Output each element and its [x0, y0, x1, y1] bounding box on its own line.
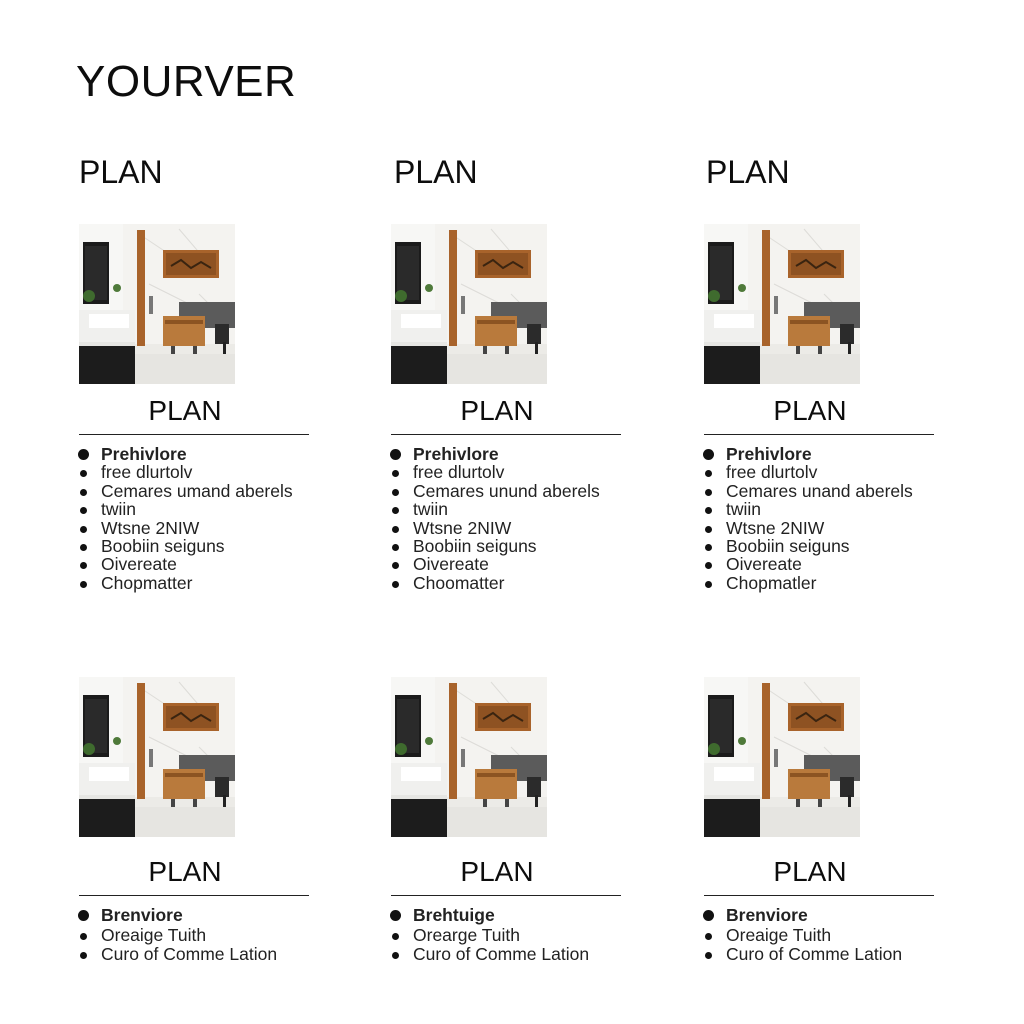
bullet-icon [392, 952, 399, 959]
feature-item: Curo of Comme Lation [79, 945, 311, 965]
bullet-icon [80, 933, 87, 940]
feature-item: Prehivlore [391, 445, 623, 463]
divider [391, 895, 621, 896]
bullet-icon [390, 449, 401, 460]
plan-card[interactable] [391, 677, 623, 965]
feature-item: twiin [79, 500, 311, 518]
feature-item: Cemares unand aberels [704, 482, 936, 500]
bullet-icon [392, 507, 399, 514]
feature-item: Cemares umand aberels [79, 482, 311, 500]
feature-list [79, 906, 311, 965]
feature-list [391, 445, 623, 592]
interior-photo [704, 224, 860, 384]
feature-item: Orearge Tuith [391, 926, 623, 946]
column-heading: PLAN [79, 154, 163, 190]
feature-item: Chopmatler [704, 574, 936, 592]
feature-list [391, 906, 623, 965]
bullet-icon [705, 544, 712, 551]
interior-photo [391, 677, 547, 837]
feature-item: twiin [391, 500, 623, 518]
bullet-icon [78, 449, 89, 460]
bullet-icon [392, 933, 399, 940]
feature-item: Prehivlore [704, 445, 936, 463]
feature-item: Prehivlore [79, 445, 311, 463]
plan-card[interactable] [704, 677, 936, 965]
feature-item: Oreaige Tuith [79, 926, 311, 946]
plan-label: PLAN [148, 856, 222, 887]
brand-title: YOURVER [76, 57, 297, 106]
plan-label: PLAN [460, 856, 534, 887]
column-heading: PLAN [706, 154, 790, 190]
plan-label: PLAN [148, 395, 222, 426]
plan-card[interactable] [704, 224, 936, 592]
bullet-icon [392, 562, 399, 569]
feature-item: Oivereate [704, 555, 936, 573]
bullet-icon [703, 910, 714, 921]
feature-list [704, 906, 936, 965]
feature-item: Wtsne 2NIW [391, 519, 623, 537]
bullet-icon [80, 544, 87, 551]
plan-thumbnail[interactable] [79, 224, 235, 384]
bullet-icon [80, 581, 87, 588]
feature-item: free dlurtolv [79, 463, 311, 481]
bullet-icon [80, 507, 87, 514]
plan-card[interactable] [79, 224, 311, 592]
plan-label: PLAN [773, 395, 847, 426]
plan-thumbnail[interactable] [391, 677, 547, 837]
feature-list [79, 445, 311, 592]
bullet-icon [705, 952, 712, 959]
bullet-icon [705, 933, 712, 940]
bullet-icon [705, 562, 712, 569]
bullet-icon [392, 526, 399, 533]
feature-item: Brenviore [79, 906, 311, 926]
bullet-icon [703, 449, 714, 460]
plan-thumbnail[interactable] [704, 677, 860, 837]
bullet-icon [705, 581, 712, 588]
bullet-icon [80, 562, 87, 569]
interior-photo [79, 677, 235, 837]
divider [704, 434, 934, 435]
bullet-icon [392, 581, 399, 588]
feature-item: Curo of Comme Lation [391, 945, 623, 965]
bullet-icon [392, 489, 399, 496]
feature-item: Boobiin seiguns [704, 537, 936, 555]
plan-thumbnail[interactable] [79, 677, 235, 837]
bullet-icon [390, 910, 401, 921]
bullet-icon [705, 470, 712, 477]
feature-item: Oivereate [79, 555, 311, 573]
feature-item: Curo of Comme Lation [704, 945, 936, 965]
feature-item: Oivereate [391, 555, 623, 573]
feature-list [704, 445, 936, 592]
plan-thumbnail[interactable] [704, 224, 860, 384]
feature-item: Wtsne 2NIW [79, 519, 311, 537]
plan-card[interactable] [391, 224, 623, 592]
feature-item: Cemares unund aberels [391, 482, 623, 500]
bullet-icon [392, 544, 399, 551]
bullet-icon [80, 489, 87, 496]
bullet-icon [80, 952, 87, 959]
bullet-icon [78, 910, 89, 921]
plan-label: PLAN [460, 395, 534, 426]
divider [79, 895, 309, 896]
plan-thumbnail[interactable] [391, 224, 547, 384]
bullet-icon [80, 470, 87, 477]
plan-label: PLAN [773, 856, 847, 887]
divider [704, 895, 934, 896]
divider [79, 434, 309, 435]
plan-card[interactable] [79, 677, 311, 965]
interior-photo [391, 224, 547, 384]
bullet-icon [80, 526, 87, 533]
feature-item: Brenviore [704, 906, 936, 926]
divider [391, 434, 621, 435]
feature-item: Boobiin seiguns [79, 537, 311, 555]
feature-item: free dlurtolv [704, 463, 936, 481]
feature-item: Chopmatter [79, 574, 311, 592]
bullet-icon [705, 507, 712, 514]
feature-item: free dlurtolv [391, 463, 623, 481]
bullet-icon [705, 526, 712, 533]
feature-item: Boobiin seiguns [391, 537, 623, 555]
feature-item: twiin [704, 500, 936, 518]
interior-photo [79, 224, 235, 384]
feature-item: Brehtuige [391, 906, 623, 926]
interior-photo [704, 677, 860, 837]
bullet-icon [392, 470, 399, 477]
column-heading: PLAN [394, 154, 478, 190]
feature-item: Wtsne 2NIW [704, 519, 936, 537]
bullet-icon [705, 489, 712, 496]
feature-item: Oreaige Tuith [704, 926, 936, 946]
feature-item: Choomatter [391, 574, 623, 592]
